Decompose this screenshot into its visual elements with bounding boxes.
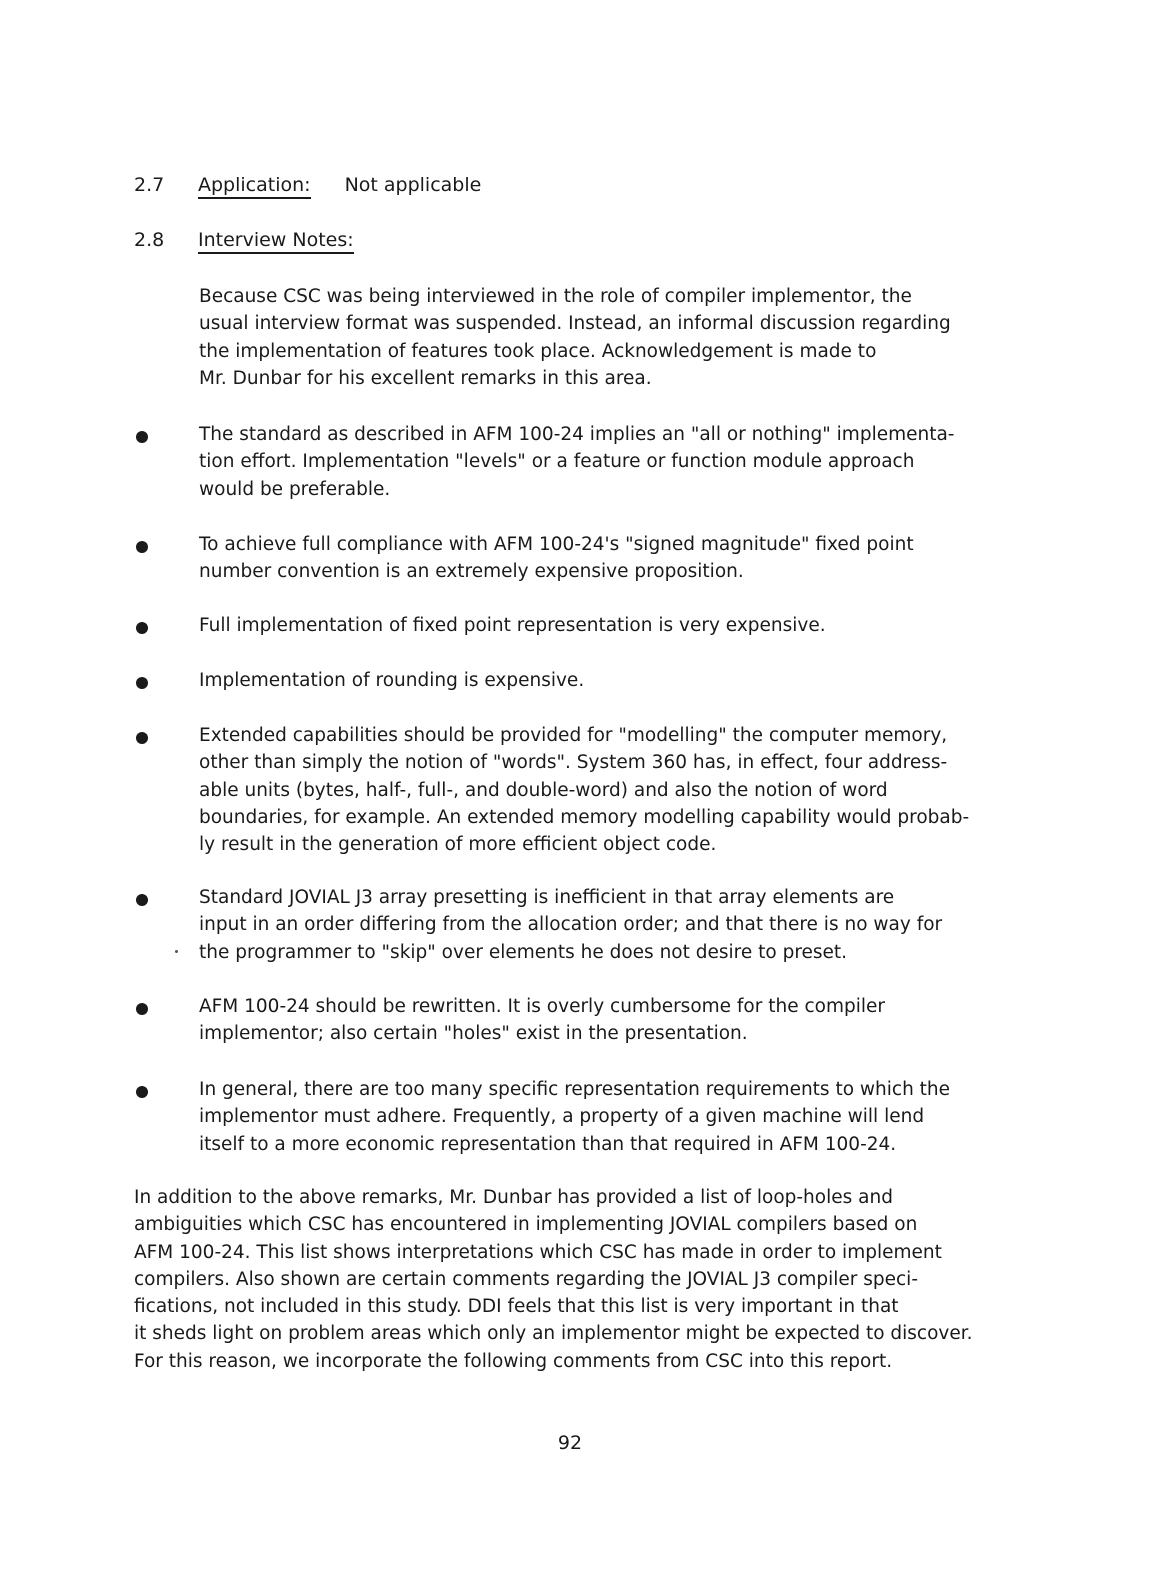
text-line: To achieve full compliance with AFM 100-24's "signed magnitude" fixed point	[199, 534, 914, 555]
bullet-icon	[136, 1086, 148, 1098]
text-line: Full implementation of fixed point representation is very expensive.	[199, 615, 826, 636]
section-title: Application:	[198, 173, 311, 199]
section-number: 2.7	[134, 174, 165, 196]
text-line: For this reason, we incorporate the following comments from CSC into this report.	[134, 1350, 893, 1372]
text-line: input in an order differing from the allocation order; and that there is no way for	[199, 914, 943, 936]
section-value: Not applicable	[344, 174, 482, 196]
bullet-icon	[136, 1003, 148, 1015]
text-line: the implementation of features took place. Acknowledgement is made to	[199, 340, 877, 362]
text-line: implementor; also certain "holes" exist in the presentation.	[199, 1023, 748, 1045]
bullet-icon	[136, 431, 148, 443]
text-line: able units (bytes, half-, full-, and double-word) and also the notion of word	[199, 779, 888, 801]
bullet-item-2	[199, 531, 914, 586]
bullet-item-8	[199, 1076, 950, 1158]
section-2-8	[134, 227, 354, 254]
text-line: In addition to the above remarks, Mr. Dunbar has provided a list of loop-holes and	[134, 1187, 893, 1208]
text-line: it sheds light on problem areas which only an implementor might be expected to discover.	[134, 1323, 973, 1345]
text-line: tion effort. Implementation "levels" or a feature or function module approach	[199, 451, 915, 473]
stray-mark	[175, 950, 178, 953]
bullet-icon	[136, 541, 148, 553]
text-line: In general, there are too many specific representation requirements to which the	[199, 1079, 951, 1100]
page-number: 92	[557, 1432, 583, 1454]
bullet-item-5	[199, 722, 969, 858]
bullet-item-1	[199, 421, 954, 503]
text-line: fications, not included in this study. DDI feels that this list is very important in that	[134, 1296, 899, 1318]
section-number: 2.8	[134, 229, 165, 251]
text-line: Standard JOVIAL J3 array presetting is inefficient in that array elements are	[199, 887, 895, 908]
text-line: would be preferable.	[199, 478, 391, 500]
text-line: compilers. Also shown are certain comments regarding the JOVIAL J3 compiler speci-	[134, 1268, 919, 1290]
bullet-item-4	[199, 667, 584, 694]
bullet-item-7	[199, 993, 885, 1048]
bullet-item-6	[199, 884, 942, 966]
text-line: ambiguities which CSC has encountered in implementing JOVIAL compilers based on	[134, 1214, 918, 1236]
section-title: Interview Notes:	[198, 228, 354, 254]
text-line: implementor must adhere. Frequently, a property of a given machine will lend	[199, 1106, 925, 1128]
text-line: boundaries, for example. An extended memory modelling capability would probab-	[199, 806, 970, 828]
text-line: Because CSC was being interviewed in the role of compiler implementor, the	[199, 286, 912, 307]
bullet-icon	[136, 732, 148, 744]
bullet-icon	[136, 677, 148, 689]
text-line: usual interview format was suspended. Instead, an informal discussion regarding	[199, 313, 951, 335]
text-line: AFM 100-24 should be rewritten. It is overly cumbersome for the compiler	[199, 996, 885, 1017]
intro-paragraph	[199, 283, 951, 392]
section-2-7	[134, 172, 481, 199]
bullet-item-3	[199, 612, 826, 639]
closing-paragraph	[134, 1184, 973, 1375]
text-line: ly result in the generation of more efficient object code.	[199, 834, 717, 856]
bullet-icon	[136, 622, 148, 634]
text-line: itself to a more economic representation than that required in AFM 100-24.	[199, 1133, 897, 1155]
text-line: Extended capabilities should be provided for "modelling" the computer memory,	[199, 725, 948, 746]
text-line: other than simply the notion of "words". System 360 has, in effect, four address-	[199, 752, 948, 774]
text-line: number convention is an extremely expensive proposition.	[199, 561, 744, 583]
text-line: the programmer to "skip" over elements he does not desire to preset.	[199, 941, 848, 963]
text-line: Mr. Dunbar for his excellent remarks in this area.	[199, 367, 652, 389]
bullet-icon	[136, 894, 148, 906]
text-line: Implementation of rounding is expensive.	[199, 670, 585, 691]
text-line: AFM 100-24. This list shows interpretations which CSC has made in order to implement	[134, 1241, 942, 1263]
text-line: The standard as described in AFM 100-24 implies an "all or nothing" implementa-	[199, 424, 955, 445]
